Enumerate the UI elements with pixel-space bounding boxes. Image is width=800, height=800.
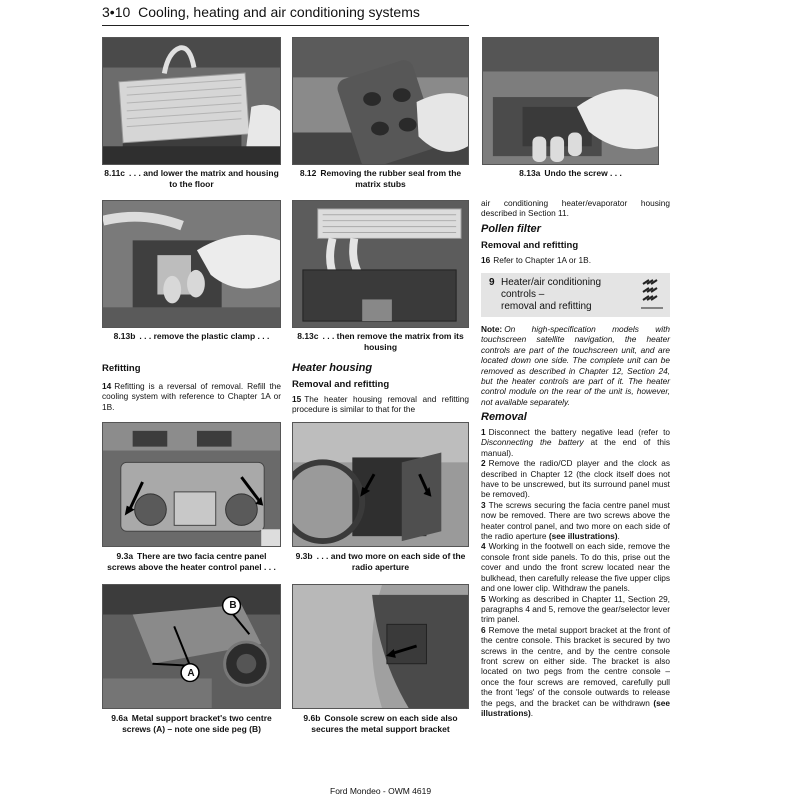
paragraph-number: 6 [481, 624, 486, 635]
removal-step [481, 500, 670, 542]
caption-9-6a [102, 713, 281, 735]
figure-number: 8.12 [299, 168, 317, 178]
page-header [102, 2, 470, 22]
page-footer: Ford Mondeo - OWM 4619 [330, 786, 432, 796]
paragraph-number: 4 [481, 541, 486, 552]
caption-8-12 [292, 168, 469, 190]
photo-8-13b [102, 200, 281, 328]
figure-caption: Metal support bracket's two centre screws (A) – note one side peg (B) [122, 713, 272, 734]
note-label: Note: [481, 324, 503, 334]
label-a: A [187, 668, 195, 679]
removal-step [481, 625, 670, 719]
paragraph-text: The heater housing removal and refitting procedure is similar to that for the [292, 394, 469, 415]
section-title: Heater/air conditioning controls – [501, 277, 602, 300]
heater-housing-subheading: Removal and refitting [292, 379, 390, 390]
figure-number: 9.3a [116, 551, 134, 561]
paragraph-number: 15 [292, 394, 302, 404]
paragraph-number: 2 [481, 458, 486, 469]
figure-caption: . . . then remove the matrix from its housing [322, 331, 464, 352]
figure-number: 8.13a [519, 168, 541, 178]
page-ref: 3•10 [102, 4, 131, 20]
paragraph-number: 1 [481, 427, 486, 437]
paragraph-tail: . [530, 707, 534, 718]
figure-number: 9.3b [295, 551, 313, 561]
heater-housing-heading: Heater housing [292, 362, 373, 374]
figure-caption: Removing the rubber seal from the matrix stubs [320, 168, 462, 189]
removal-step [481, 427, 670, 458]
caption-9-3a [102, 551, 281, 573]
refitting-text [102, 381, 281, 412]
figure-caption: There are two facia centre panel screws above the heater control panel . . . [107, 551, 276, 572]
col3-intro: air conditioning heater/evaporator housing described in Section 11. [481, 198, 670, 219]
note-paragraph [481, 324, 670, 407]
pollen-text [481, 255, 670, 265]
paragraph-text: Disconnect the battery negative lead (refer to [488, 427, 670, 437]
note-text: On high-specification models with touchscreen satellite navigation, the heater controls are part of the touchscreen unit, and are located down one side. The complete unit can be removed as described in Chapter 12, Section 24, but the heater controls are part of it. The heater control module on the rear of the unit is, however, not available separately. [481, 324, 670, 407]
refitting-heading: Refitting [102, 363, 141, 374]
paragraph-number: 16 [481, 255, 491, 265]
paragraph-tail: at the end of this manual). [481, 437, 670, 458]
page-title: Cooling, heating and air conditioning systems [138, 4, 420, 20]
paragraph-text: Refer to Chapter 1A or 1B. [493, 255, 592, 265]
illustration-ref: (see illustrations) [548, 531, 618, 542]
pollen-heading: Pollen filter [481, 223, 541, 235]
figure-number: 8.13c [297, 331, 319, 341]
photo-9-6b [292, 584, 469, 709]
caption-8-13b [102, 331, 281, 342]
removal-step [481, 458, 670, 500]
paragraph-text: The screws securing the facia centre panel must now be removed. There are two screws above the heater control panel, and two more on each side of the radio aperture [481, 499, 670, 542]
figure-number: 9.6a [111, 713, 128, 723]
caption-8-13a [482, 168, 659, 179]
pollen-subheading: Removal and refitting [481, 240, 579, 251]
photo-8-13c [292, 200, 469, 328]
paragraph-text: Working in the footwell on each side, remove the console front side panels. To do this, prise out the cover and undo the front screw located near the bulkhead, then carefully release the five upper clips and one lower clip. Withdraw the panels. [481, 541, 670, 594]
photo-8-13a [482, 37, 659, 165]
illustration-ref: (see illustrations) [481, 697, 670, 718]
paragraph-text: Refitting is a reversal of removal. Refill the cooling system with reference to Chapter 1A or 1B. [102, 381, 281, 412]
figure-caption: Console screw on each side also secures the metal support bracket [311, 713, 458, 734]
paragraph-tail: . [617, 531, 620, 542]
paragraph-number: 3 [481, 499, 486, 510]
photo-9-3b [292, 422, 469, 547]
caption-8-13c [292, 331, 469, 353]
section-heading-box [481, 273, 670, 317]
photo-9-3a [102, 422, 281, 547]
figure-number: 9.6b [303, 713, 321, 723]
removal-step [481, 541, 670, 593]
heater-housing-text [292, 394, 469, 415]
paragraph-italic: Disconnecting the battery [481, 437, 584, 448]
photo-9-6a [102, 584, 281, 709]
header-rule [102, 25, 469, 26]
figure-number: 8.11c [104, 168, 126, 178]
caption-8-11c [102, 168, 281, 190]
figure-caption: Undo the screw . . . [544, 168, 622, 178]
paragraph-text: Remove the radio/CD player and the clock as described in Chapter 12 (the clock itself does not have to be unscrewed, but its surround panel must be removed). [481, 458, 670, 500]
photo-8-11c [102, 37, 281, 165]
caption-9-6b [292, 713, 469, 735]
removal-steps [481, 427, 670, 718]
caption-9-3b [292, 551, 469, 573]
photo-8-12 [292, 37, 469, 165]
label-b: B [229, 600, 237, 611]
figure-number: 8.13b [113, 331, 136, 341]
section-number: 9 [489, 277, 495, 288]
paragraph-text: Working as described in Chapter 11, Section 29, paragraphs 4 and 5, remove the gear/selector lever trim panel. [481, 593, 670, 625]
removal-heading: Removal [481, 411, 527, 423]
figure-caption: . . . and two more on each side of the radio aperture [316, 551, 466, 572]
figure-caption: . . . remove the plastic clamp . . . [139, 331, 270, 341]
section-subtitle: removal and refitting [501, 301, 592, 312]
paragraph-number: 14 [102, 381, 112, 391]
paragraph-number: 5 [481, 593, 486, 604]
figure-caption: . . . and lower the matrix and housing to the floor [129, 168, 279, 189]
removal-step [481, 594, 670, 625]
paragraph-text: Remove the metal support bracket at the front of the centre console. This bracket is secured by two screws in the centre, and by the centre console front screw on either side. The bracket is also located on two pegs from the centre console – once the four screws are removed, carefully pull the front 'legs' of the console outwards to release the pegs, and the bracket can be withdrawn [481, 624, 670, 708]
spanner-difficulty-icon [641, 277, 663, 311]
